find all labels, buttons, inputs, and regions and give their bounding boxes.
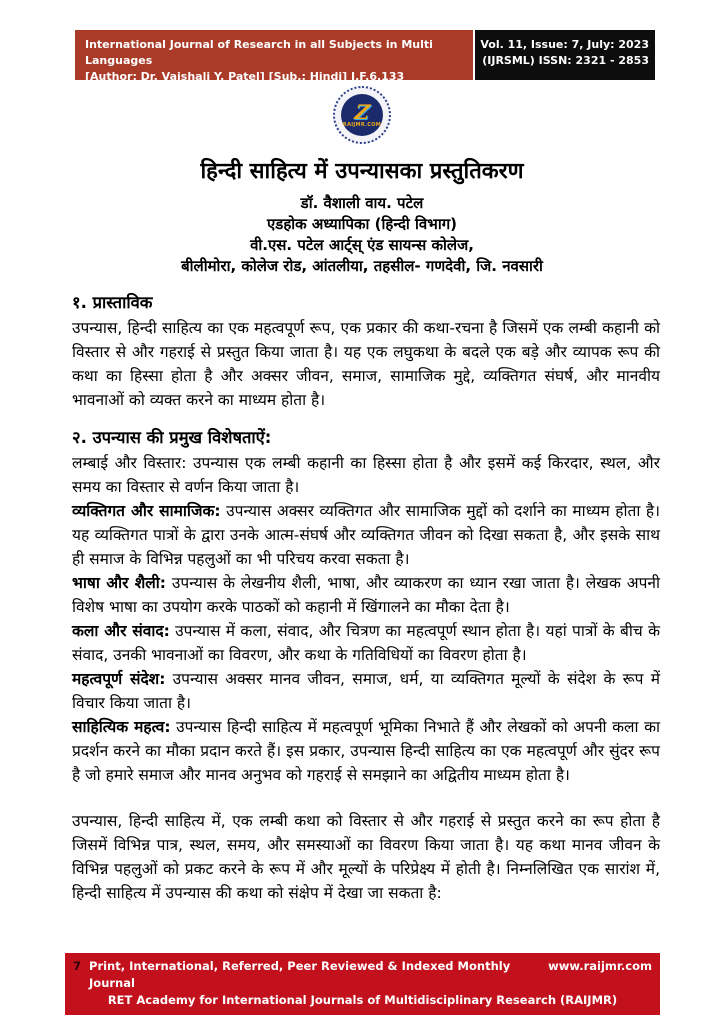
logo-container xyxy=(0,86,724,144)
logo-site-text: RAIJMR.COM xyxy=(342,121,382,128)
author-address: बीलीमोरा, कोलेज रोड, आंतलीया, तहसील- गणदेवी, जि. नवसारी xyxy=(181,257,543,275)
author-designation: एडहोक अध्यापिका (हिन्दी विभाग) xyxy=(267,215,457,233)
page-number: 7 xyxy=(73,959,82,973)
footer-academy-line: RET Academy for International Journals of Multidisciplinary Research (RAIJMR) xyxy=(107,993,618,1007)
feature-lead: व्यक्तिगत और सामाजिक: xyxy=(72,502,221,520)
feature-lead: साहित्यिक महत्व: xyxy=(72,718,171,736)
feature-text: उपन्यास अक्सर मानव जीवन, समाज, धर्म, या व्यक्तिगत मूल्यों के संदेश के रूप में विचार किया जाता है। xyxy=(72,670,660,712)
page-header xyxy=(75,30,655,83)
page-footer xyxy=(65,953,660,1015)
feature-lead: भाषा और शैली: xyxy=(72,574,166,592)
volume-issue-line: Vol. 11, Issue: 7, July: 2023 xyxy=(480,38,649,51)
footer-website: www.raijmr.com xyxy=(548,959,652,973)
feature-text: लम्बाई और विस्तार: उपन्यास एक लम्बी कहानी का हिस्सा होता है और इसमें कई किरदार, स्थल, और समय का विस्तार से वर्णन किया जाता है। xyxy=(72,454,660,496)
article-body xyxy=(72,291,660,905)
logo-z-mark: Z xyxy=(353,99,371,124)
feature-lead: महत्वपूर्ण संदेश: xyxy=(72,670,166,688)
issn-line: (IJRSML) ISSN: 2321 - 2853 xyxy=(482,54,649,67)
footer-line1 xyxy=(73,958,652,992)
feature-lead: कला और संवाद: xyxy=(72,622,170,640)
section1-heading: १. प्रास्ताविक xyxy=(72,293,153,312)
section2-heading: २. उपन्यास की प्रमुख विशेषताऐं: xyxy=(72,428,272,447)
section1-paragraph: उपन्यास, हिन्दी साहित्य का एक महत्वपूर्ण रूप, एक प्रकार की कथा-रचना है जिसमें एक लम्बी कहानी को विस्तार से और गहराई से प्रस्तुत किया जाता है। यह एक लघुकथा के बदले एक बड़े और व्यापक रूप की कथा का हिस्सा होता है और अक्सर जीवन, समाज, सामाजिक मुद्दे, व्यक्तिगत संघर्ष, और मानवीय भावनाओं को व्यक्त करने का माध्यम होता है। xyxy=(72,319,660,409)
feature-paragraph-art-dialogue xyxy=(72,619,660,667)
feature-paragraph-length xyxy=(72,451,660,499)
feature-paragraph-language-style xyxy=(72,571,660,619)
closing-paragraph: उपन्यास, हिन्दी साहित्य में, एक लम्बी कथा को विस्तार से और गहराई से प्रस्तुत करने का रूप होता है जिसमें विभिन्न पात्र, स्थल, समय, और समस्याओं का विवरण किया जाता है। यह कथा मानव जीवन के विभिन्न पहलुओं को प्रकट करने के रूप में और मूल्यों के परिप्रेक्ष्य में होती है। निम्नलिखित एक सारांश में, हिन्दी साहित्य में उपन्यास की कथा को संक्षेप में देखा जा सकता है: xyxy=(72,812,660,902)
header-issue-block xyxy=(475,30,655,80)
author-college: वी.एस. पटेल आर्ट्स् एंड सायन्स कोलेज, xyxy=(250,236,474,254)
feature-text: उपन्यास हिन्दी साहित्य में महत्वपूर्ण भूमिका निभाते हैं और लेखकों को अपनी कला का प्रदर्शन करने का मौका प्रदान करते हैं। इस प्रकार, उपन्यास हिन्दी साहित्य का एक महत्वपूर्ण और सुंदर रूप है जो हमारे समाज और मानव अनुभव को गहराई से समझाने का अद्वितीय माध्यम होता है। xyxy=(72,718,660,784)
raijmr-logo-icon xyxy=(333,86,391,144)
raijmr-logo-inner xyxy=(341,94,383,136)
feature-paragraph-literary-importance xyxy=(72,715,660,787)
feature-paragraph-personal-social xyxy=(72,499,660,571)
header-journal-block xyxy=(75,30,473,83)
feature-text: उपन्यास के लेखनीय शैली, भाषा, और व्याकरण का ध्यान रखा जाता है। लेखक अपनी विशेष भाषा का उपयोग करके पाठकों को कहानी में खिंगालने का मौका देता है। xyxy=(72,574,660,616)
author-block xyxy=(0,193,724,277)
feature-text: उपन्यास में कला, संवाद, और चित्रण का महत्वपूर्ण स्थान होता है। यहां पात्रों के बीच के संवाद, उनकी भावनाओं का विवरण, और कथा के गतिविधियों का विवरण होता है। xyxy=(72,622,660,664)
header-author-line: [Author: Dr. Vaishali Y. Patel] [Sub.: Hindi] I.F.6.133 xyxy=(85,70,405,83)
feature-text: उपन्यास अक्सर व्यक्तिगत और सामाजिक मुद्दों को दर्शाने का माध्यम होता है। यह व्यक्तिगत पात्रों के द्वारा उनके आत्म-संघर्ष और व्यक्तिगत जीवन को दिखा सकता है, और इसके साथ ही समाज के विभिन्न पहलुओं का भी परिचय करवा सकता है। xyxy=(72,502,660,568)
article-title: हिन्दी साहित्य में उपन्यासका प्रस्तुतिकरण xyxy=(200,159,524,184)
footer-journal-type: Print, International, Referred, Peer Reviewed & Indexed Monthly Journal xyxy=(89,959,511,990)
author-name: डॉ. वैशाली वाय. पटेल xyxy=(300,194,424,212)
feature-paragraph-important-message xyxy=(72,667,660,715)
journal-title: International Journal of Research in all Subjects in Multi Languages xyxy=(85,38,433,67)
